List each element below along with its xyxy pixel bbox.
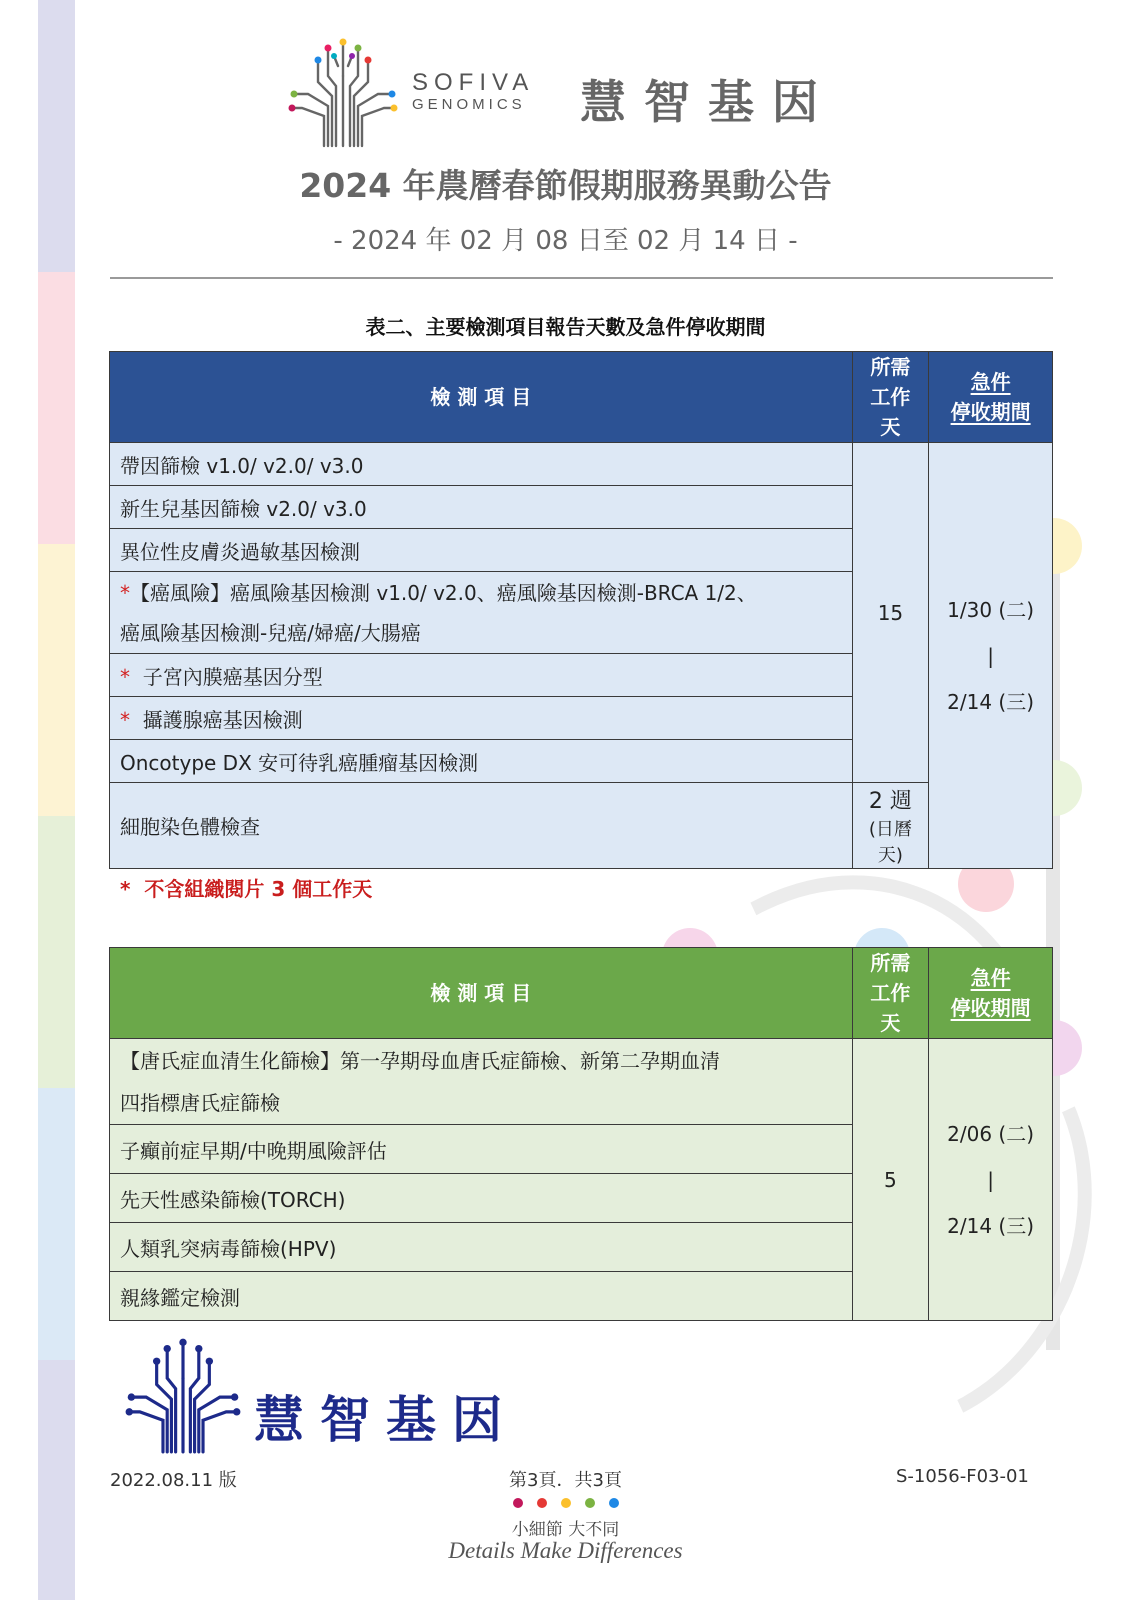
header-stop: 急件 停收期間 bbox=[929, 948, 1053, 1039]
row-label: 細胞染色體檢查 bbox=[110, 783, 853, 869]
header-days: 所需 工作天 bbox=[852, 352, 929, 443]
stop-period-cell: 2/06 (二) | 2/14 (三) bbox=[929, 1039, 1053, 1321]
dot-icon bbox=[537, 1498, 547, 1508]
dot-icon bbox=[513, 1498, 523, 1508]
page-title: 2024 年農曆春節假期服務異動公告 bbox=[299, 166, 832, 205]
tree-circuit-logo-bottom-icon bbox=[124, 1336, 242, 1454]
page-number: 第3頁．共3頁 bbox=[509, 1470, 622, 1491]
table-row bbox=[110, 1039, 1053, 1125]
days-cell-calendar: 2 週 (日曆天) bbox=[852, 783, 929, 869]
dot-icon bbox=[561, 1498, 571, 1508]
row-label: 帶因篩檢 v1.0/ v2.0/ v3.0 bbox=[110, 443, 853, 486]
row-label: * 子宮內膜癌基因分型 bbox=[110, 654, 853, 697]
header-item: 檢 測 項 目 bbox=[110, 948, 853, 1039]
tree-circuit-logo-icon bbox=[288, 36, 398, 148]
row-label: 人類乳突病毒篩檢(HPV) bbox=[110, 1223, 853, 1272]
dot-icon bbox=[609, 1498, 619, 1508]
brand-en-line1: SOFIVA bbox=[412, 69, 535, 96]
brand-english bbox=[412, 70, 534, 114]
table-row bbox=[110, 443, 1053, 486]
color-dots bbox=[0, 1493, 1131, 1512]
footnote: * 不含組織閱片 3 個工作天 bbox=[120, 877, 373, 901]
table-row bbox=[110, 783, 1053, 869]
row-label: 【唐氏症血清生化篩檢】第一孕期母血唐氏症篩檢、新第二孕期血清 四指標唐氏症篩檢 bbox=[110, 1039, 853, 1125]
version-label: 2022.08.11 版 bbox=[110, 1470, 237, 1491]
row-label: 先天性感染篩檢(TORCH) bbox=[110, 1174, 853, 1223]
stop-period-cell: 1/30 (二) | 2/14 (三) bbox=[929, 443, 1053, 869]
document-code: S-1056-F03-01 bbox=[896, 1466, 1029, 1487]
brand-chinese: 慧智基因 bbox=[580, 75, 836, 129]
test-table-1 bbox=[109, 351, 1053, 869]
slogan-chinese: 小細節 大不同 bbox=[511, 1520, 620, 1540]
test-table-2 bbox=[109, 947, 1053, 1321]
dot-icon bbox=[585, 1498, 595, 1508]
row-label: Oncotype DX 安可待乳癌腫瘤基因檢測 bbox=[110, 740, 853, 783]
table-caption: 表二、主要檢測項目報告天數及急件停收期間 bbox=[365, 315, 766, 339]
row-label: 新生兒基因篩檢 v2.0/ v3.0 bbox=[110, 486, 853, 529]
slogan-english: Details Make Differences bbox=[448, 1538, 683, 1563]
divider bbox=[110, 277, 1053, 279]
row-label: 異位性皮膚炎過敏基因檢測 bbox=[110, 529, 853, 572]
brand-chinese-bottom: 慧智基因 bbox=[254, 1391, 518, 1449]
table-header-row bbox=[110, 352, 1053, 443]
header-item: 檢 測 項 目 bbox=[110, 352, 853, 443]
header-days: 所需 工作天 bbox=[852, 948, 929, 1039]
row-label: 親緣鑑定檢測 bbox=[110, 1272, 853, 1321]
days-cell: 15 bbox=[852, 443, 929, 783]
date-range: - 2024 年 02 月 08 日至 02 月 14 日 - bbox=[333, 226, 798, 256]
row-label: *【癌風險】癌風險基因檢測 v1.0/ v2.0、癌風險基因檢測-BRCA 1/2、 癌風險基因檢測-兒癌/婦癌/大腸癌 bbox=[110, 572, 853, 654]
row-label: 子癲前症早期/中晚期風險評估 bbox=[110, 1125, 853, 1174]
header-stop: 急件 停收期間 bbox=[929, 352, 1053, 443]
row-label: * 攝護腺癌基因檢測 bbox=[110, 697, 853, 740]
days-cell: 5 bbox=[852, 1039, 929, 1321]
brand-en-line2: GENOMICS bbox=[412, 96, 526, 113]
table-header-row bbox=[110, 948, 1053, 1039]
